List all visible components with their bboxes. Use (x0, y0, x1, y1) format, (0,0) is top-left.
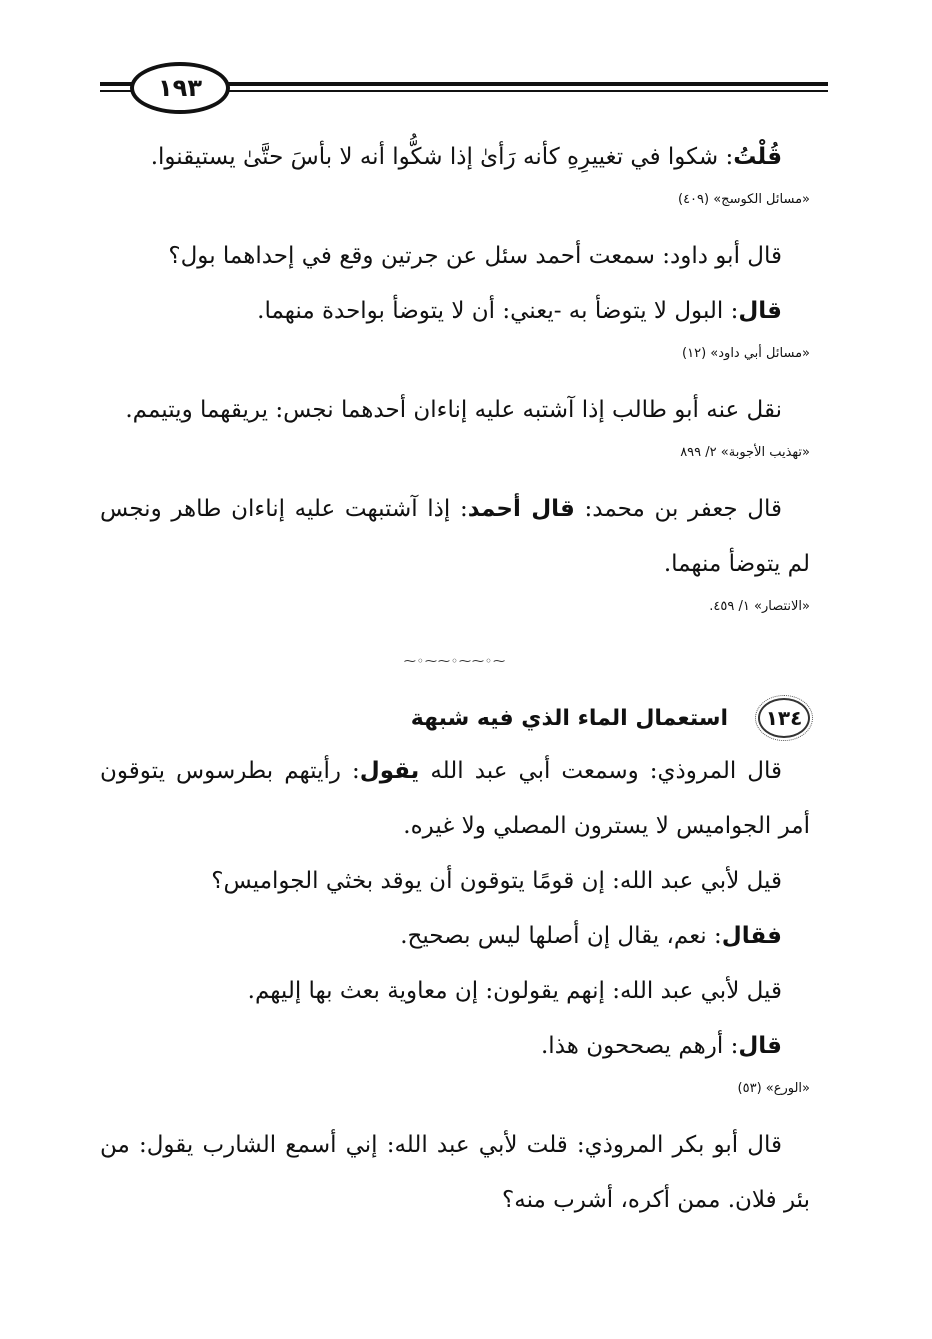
paragraph-text: قال أبو داود: سمعت أحمد سئل عن جرتين وقع في إحداهما بول؟ (168, 243, 782, 269)
paragraph (100, 229, 810, 284)
paragraph-text: : نعم، يقال إن أصلها ليس بصحيح. (400, 923, 722, 949)
paragraph-text: قال جعفر بن محمد: (574, 496, 783, 522)
source-citation: «الورع» (٥٣) (737, 1081, 810, 1096)
section-title: استعمال الماء الذي فيه شبهة (410, 705, 728, 731)
page-header (100, 62, 828, 122)
paragraph-text: : رأيتهم بطرسوس يتوقون أمر الجواميس لا يسترون المصلي ولا غيره. (100, 758, 810, 839)
keyword: قال أحمد (467, 496, 575, 522)
paragraph (100, 1019, 810, 1074)
paragraph-text: قال المروذي: وسمعت أبي عبد الله (419, 758, 783, 784)
section-heading (100, 698, 810, 738)
keyword: فقال (721, 923, 782, 949)
paragraph-text: نقل عنه أبو طالب إذا آشتبه عليه إناءان أحدهما نجس: يريقهما ويتيمم. (125, 397, 782, 423)
paragraph (100, 482, 810, 592)
paragraph (100, 854, 810, 909)
keyword: قُلْتُ (733, 144, 782, 170)
page-number-badge (130, 62, 230, 114)
source-citation: «الانتصار» ١/ ٤٥٩. (709, 599, 810, 614)
paragraph (100, 964, 810, 1019)
page-content (100, 130, 810, 1228)
paragraph (100, 909, 810, 964)
source-citation: «مسائل الكوسج» (٤٠٩) (677, 192, 810, 207)
paragraph (100, 284, 810, 339)
paragraph-text: قيل لأبي عبد الله: إنهم يقولون: إن معاوية بعث بها إليهم. (247, 978, 782, 1004)
section-number: ١٣٤ (765, 706, 803, 730)
paragraph-text: : البول لا يتوضأ به -يعني: أن لا يتوضأ بواحدة منهما. (257, 298, 739, 324)
paragraph-text: قال أبو بكر المروذي: قلت لأبي عبد الله: إني أسمع الشارب يقول: من بئر فلان. ممن أكره، أشرب منه؟ (100, 1132, 810, 1213)
paragraph (100, 383, 810, 438)
section-divider-ornament: ⁓◦⁓⁓◦⁓⁓◦⁓ (403, 654, 507, 668)
paragraph-text: : شكوا في تغييرِهِ كأنه رَأىٰ إذا شكُّوا أنه لا بأسَ حتَّىٰ يستيقنوا. (150, 144, 734, 170)
keyword: يقول (359, 758, 420, 784)
paragraph (100, 130, 810, 185)
paragraph (100, 1118, 810, 1228)
page-number: ١٩٣ (158, 74, 202, 102)
paragraph-text: قيل لأبي عبد الله: إن قومًا يتوقون أن يوقد بخثي الجواميس؟ (211, 868, 782, 894)
keyword: قال (738, 1033, 782, 1059)
paragraph-text: : إذا آشتبهت عليه إناءان طاهر ونجس لم يتوضأ منهما. (100, 496, 810, 577)
source-citation: «تهذيب الأجوبة» ٢/ ٨٩٩ (680, 445, 810, 460)
paragraph-text: : أرهم يصححون هذا. (541, 1033, 739, 1059)
section-number-badge (758, 698, 810, 738)
paragraph (100, 744, 810, 854)
source-citation: «مسائل أبي داود» (١٢) (682, 346, 810, 361)
keyword: قال (738, 298, 782, 324)
